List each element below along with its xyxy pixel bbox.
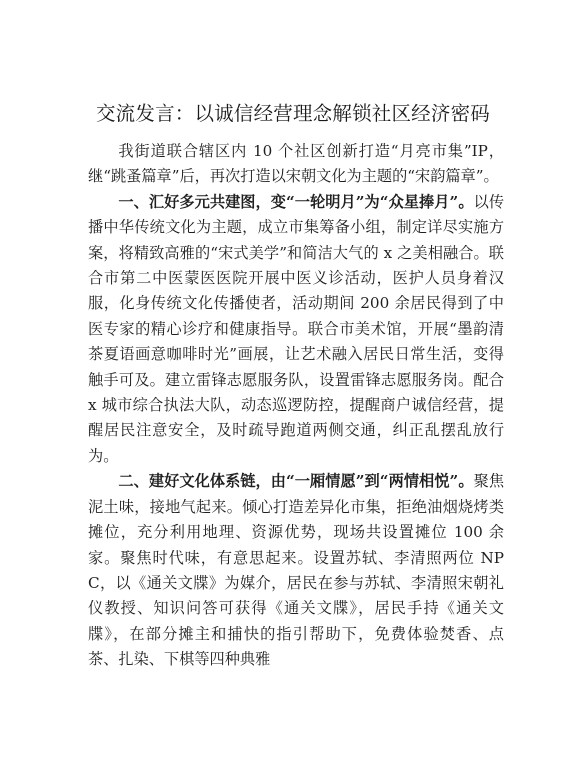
- paragraph-text: 以传播中华传统文化为主题，成立市集筹备小组，制定详尽实施方案，将精致高雅的“宋式美学”和简洁大气的 x 之美相融合。联合市第二中医蒙医医院开展中医义诊活动，医护人员身着汉服，化身传统文化传播使者，活动期间 200 余居民得到了中医专家的精心诊疗和健康指导。联合市美术馆，开展“墨韵清茶夏语画意咖啡时光”画展，让艺术融入居民日常生活，变得触手可及。建立雷锋志愿服务队，设置雷锋志愿服务岗。配合 x 城市综合执法大队，动态巡逻防控，提醒商户诚信经营，提醒居民注意安全，及时疏导跑道两侧交通，纠正乱摆乱放行为。: [88, 192, 505, 465]
- paragraph-section-two: [88, 469, 504, 672]
- paragraph-intro: [88, 139, 504, 190]
- paragraph-section-one: [88, 190, 504, 469]
- paragraph-text: 我街道联合辖区内 10 个社区创新打造“月亮市集”IP，继“跳蚤篇章”后，再次打造以宋朝文化为主题的“宋韵篇章”。: [88, 142, 504, 186]
- paragraph-text: 聚焦泥土味，接地气起来。倾心打造差异化市集，拒绝油烟烧烤类摊位，充分利用地理、资源优势，现场共设置摊位 100 余家。聚焦时代味，有意思起来。设置苏轼、李清照两位 NPC，以《通关文牒》为媒介，居民在参与苏轼、李清照宋朝礼仪教授、知识问答可获得《通关文牒》，居民手持《通关文牒》，在部分摊主和捕快的指引帮助下，免费体验焚香、点茶、扎染、下棋等四种典雅: [88, 472, 505, 669]
- section-heading: 二、建好文化体系链，由“一厢情愿”到“两情相悦”。: [118, 472, 474, 491]
- section-heading: 一、汇好多元共建图，变“一轮明月”为“众星捧月”。: [118, 192, 474, 211]
- document-title: 交流发言：以诚信经营理念解锁社区经济密码: [95, 102, 490, 125]
- document-body: [88, 139, 504, 673]
